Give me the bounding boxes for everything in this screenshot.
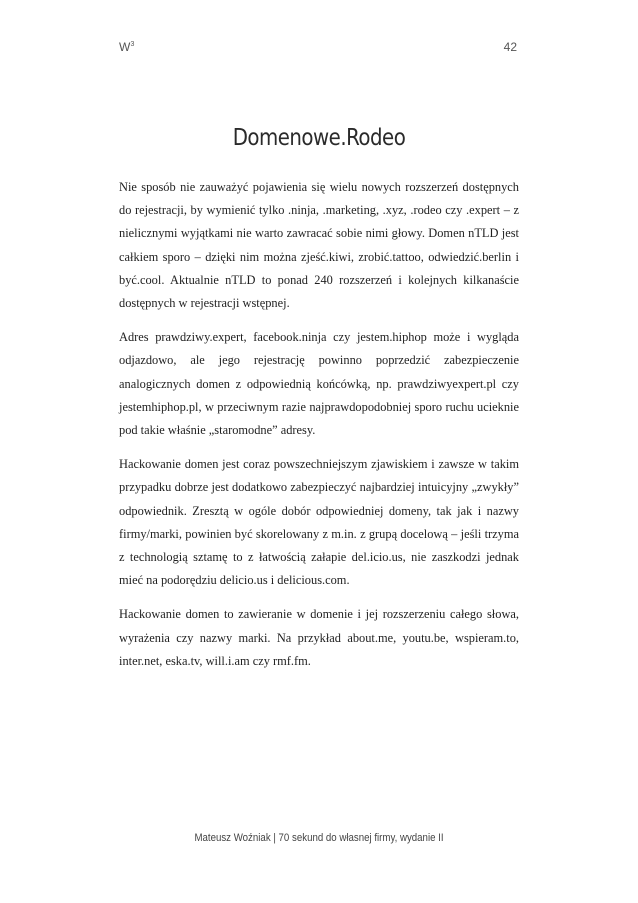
paragraph-2: Adres prawdziwy.expert, facebook.ninja czy jestem.hiphop może i wygląda odjazdowo, ale jego rejestrację powinno poprzedzić zabezpieczenie analogicznych domen z odpowiednią końcówką, np. prawdziwyexpert.pl czy jestemhiphop.pl, w przeciwnym razie najprawdopodobniej sporo ruchu ucieknie pod takie właśnie „staromodne” adresy. [119, 330, 519, 438]
running-header-logo [119, 40, 135, 54]
header-logo-superscript: 3 [130, 41, 135, 48]
paragraph-1: Nie sposób nie zauważyć pojawienia się wielu nowych rozszerzeń dostępnych do rejestracji, by wymienić tylko .ninja, .marketing, .xyz, .rodeo czy .expert – z nielicznymi wyjątkami nie warto zawracać sobie nimi głowy. Domen nTLD jest całkiem sporo – dzięki nim można zjeść.kiwi, zrobić.tattoo, odwiedzić.berlin i być.cool. Aktualnie nTLD to ponad 240 rozszerzeń i kolejnych kilkanaście dostępnych w rejestracji wstępnej. [119, 180, 519, 311]
page-number: 42 [503, 40, 517, 54]
paragraph-3: Hackowanie domen jest coraz powszechniejszym zjawiskiem i zawsze w takim przypadku dobrze jest dodatkowo zabezpieczyć najbardziej intuicyjny „zwykły” odpowiednik. Zresztą w ogóle dobór odpowiedniej domeny, tak jak i nazwy firmy/marki, powinien być skorelowany z m.in. z grupą docelową – jeśli trzyma z technologią sztamę to z łatwością załapie del.icio.us, nie zaszkodzi jednak mieć na podorędziu delicio.us i delicious.com. [119, 457, 519, 588]
header-logo-text: W [119, 40, 131, 54]
running-footer: Mateusz Woźniak | 70 sekund do własnej firmy, wydanie II [194, 832, 444, 844]
section-title: Domenowe.Rodeo [232, 125, 406, 151]
body-text [119, 176, 519, 684]
paragraph-4: Hackowanie domen to zawieranie w domenie i jej rozszerzeniu całego słowa, wyrażenia czy nazwy marki. Na przykład about.me, youtu.be, wspieram.to, inter.net, eska.tv, will.i.am czy rmf.fm. [119, 607, 519, 668]
